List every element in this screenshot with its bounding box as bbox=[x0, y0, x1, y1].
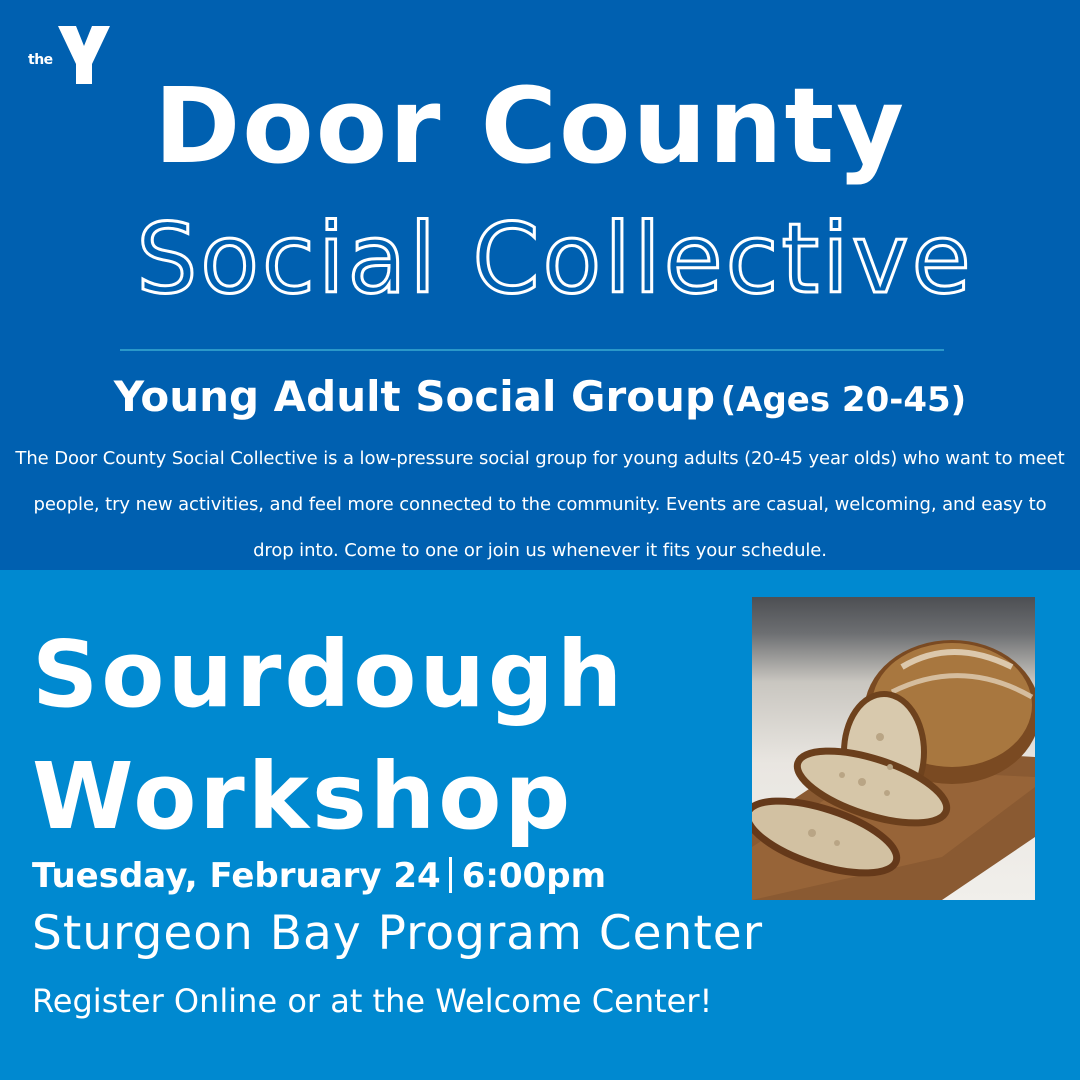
subheading bbox=[0, 372, 1080, 422]
page-title-line1: Door County bbox=[153, 65, 907, 187]
event-title-line2: Workshop bbox=[32, 743, 574, 850]
bread-illustration bbox=[752, 597, 1035, 900]
subheading-main: Young Adult Social Group bbox=[113, 372, 716, 421]
event-title-line1: Sourdough bbox=[32, 621, 626, 728]
date-separator bbox=[449, 857, 452, 893]
description: The Door County Social Collective is a low-pressure social group for young adults (20-45 year olds) who want to meet people, try new activities, and feel more connected to the community. Events are casual, welcoming, and easy to drop into. Come to one or join us whenever it fits your schedule. bbox=[15, 448, 1065, 561]
page-title-line2: Social Collective bbox=[136, 203, 974, 315]
event-title bbox=[32, 614, 732, 858]
event-datetime bbox=[32, 856, 606, 897]
event-time: 6:00pm bbox=[461, 856, 607, 896]
event-date: Tuesday, February 24 bbox=[32, 856, 441, 896]
event-location: Sturgeon Bay Program Center bbox=[32, 906, 764, 961]
register-text: Register Online or at the Welcome Center! bbox=[32, 982, 713, 1020]
logo-ymca-text: YMCA bbox=[93, 62, 106, 81]
logo-the-text: the bbox=[28, 52, 53, 68]
divider bbox=[120, 349, 944, 351]
subheading-ages: (Ages 20-45) bbox=[720, 380, 967, 420]
sourdough-bread-photo bbox=[752, 597, 1035, 900]
